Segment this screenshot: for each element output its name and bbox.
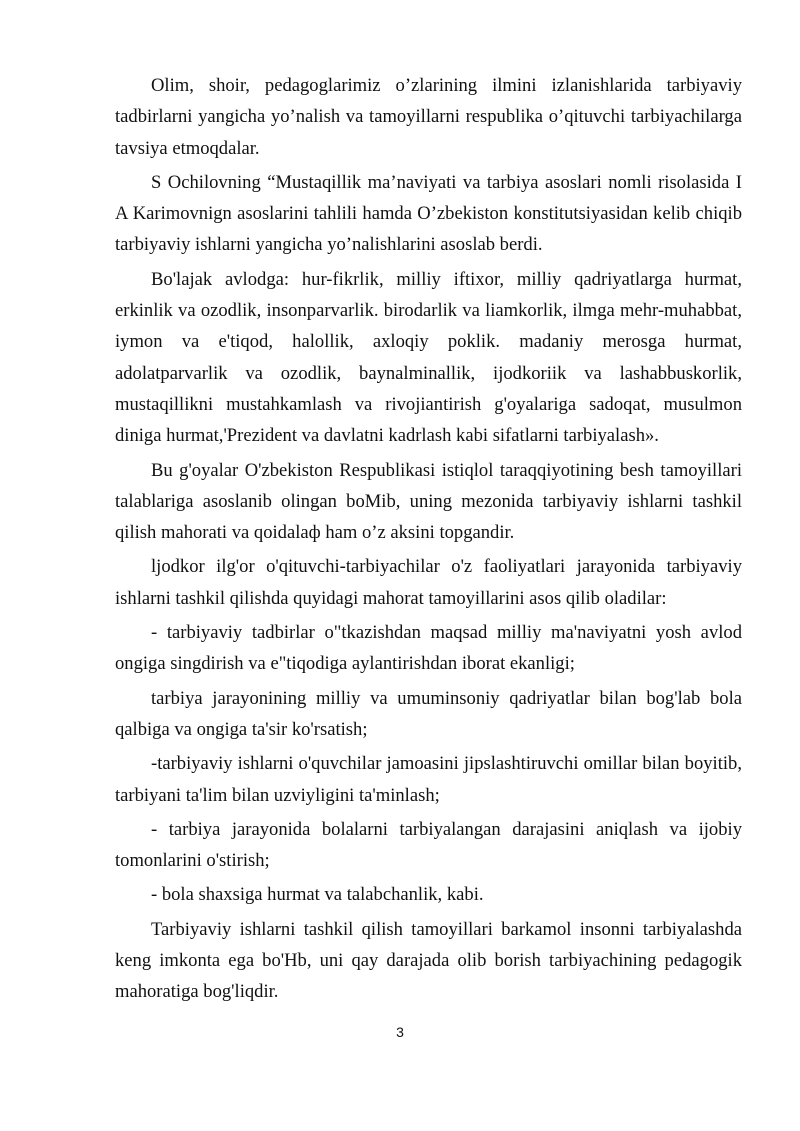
list-item: - tarbiyaviy tadbirlar o"tkazishdan maqsad milliy ma'naviyatni yosh avlod ongiga singdirish va e"tiqodiga aylantirishdan iborat ekanligi; [115, 622, 742, 675]
paragraph: Bo'lajak avlodga: hur-fikrlik, milliy iftixor, milliy qadriyatlarga hurmat, erkinlik va ozodlik, insonparvarlik. birodarlik va liamkorlik, ilmga mehr-muhabbat, iymon va e'tiqod, halollik, axloqiy poklik. madaniy merosga hurmat, adolatparvarlik va ozodlik, baynalminallik, ijodkoriik va lashabbuskorlik, mustaqillikni mustahkamlash va rivojiantirish g'oyalariga sadoqat, musulmon diniga hurmat,'Prezident va davlatni kadrlash kabi sifatlarni tarbiyalash». [115, 268, 742, 447]
paragraph: ljodkor ilg'or o'qituvchi-tarbiyachilar o'z faoliyatlari jarayonida tarbiyaviy ishlarni tashkil qilishda quyidagi mahorat tamoyillarini asos qilib oladilar: [115, 556, 742, 609]
page-body [115, 70, 742, 1011]
paragraph: Bu g'oyalar O'zbekiston Respublikasi istiqlol taraqqiyotining besh tamoyillari talablariga asoslanib olingan boMib, uning mezonida tarbiyaviy ishlarni tashkil qilish mahorati va qoidalaф ham o’z aksini topgandir. [115, 459, 742, 544]
paragraph: S Ochilovning “Mustaqillik ma’naviyati va tarbiya asoslari nomli risolasida I A Karimovnign asoslarini tahlili hamda O’zbekiston konstitutsiyasidan kelib chiqib tarbiyaviy ishlarni yangicha yo’nalishlarini asoslab berdi. [115, 171, 742, 256]
list-item: tarbiya jarayonining milliy va umuminsoniy qadriyatlar bilan bog'lab bola qalbiga va ongiga ta'sir ko'rsatish; [115, 687, 742, 740]
list-item: -tarbiyaviy ishlarni o'quvchilar jamoasini jipslashtiruvchi omillar bilan boyitib, tarbiyani ta'lim bilan uzviyligini ta'minlash; [115, 753, 742, 806]
list-item: - tarbiya jarayonida bolalarni tarbiyalangan darajasini aniqlash va ijobiy tomonlarini o'stirish; [115, 818, 742, 872]
paragraph: Tarbiyaviy ishlarni tashkil qilish tamoyillari barkamol insonni tarbiyalashda keng imkonta ega bo'Hb, uni qay darajada olib borish tarbiyachining pedagogik mahoratiga bog'liqdir. [115, 918, 742, 1003]
list-item: - bola shaxsiga hurmat va talabchanlik, kabi. [151, 884, 484, 906]
page-number: 3 [396, 1024, 404, 1040]
paragraph: Olim, shoir, pedagoglarimiz o’zlarining ilmini izlanishlarida tarbiyaviy tadbirlarni yangicha yo’nalish va tamoyillarni respublika o’qituvchi tarbiyachilarga tavsiya etmoqdalar. [115, 75, 742, 159]
